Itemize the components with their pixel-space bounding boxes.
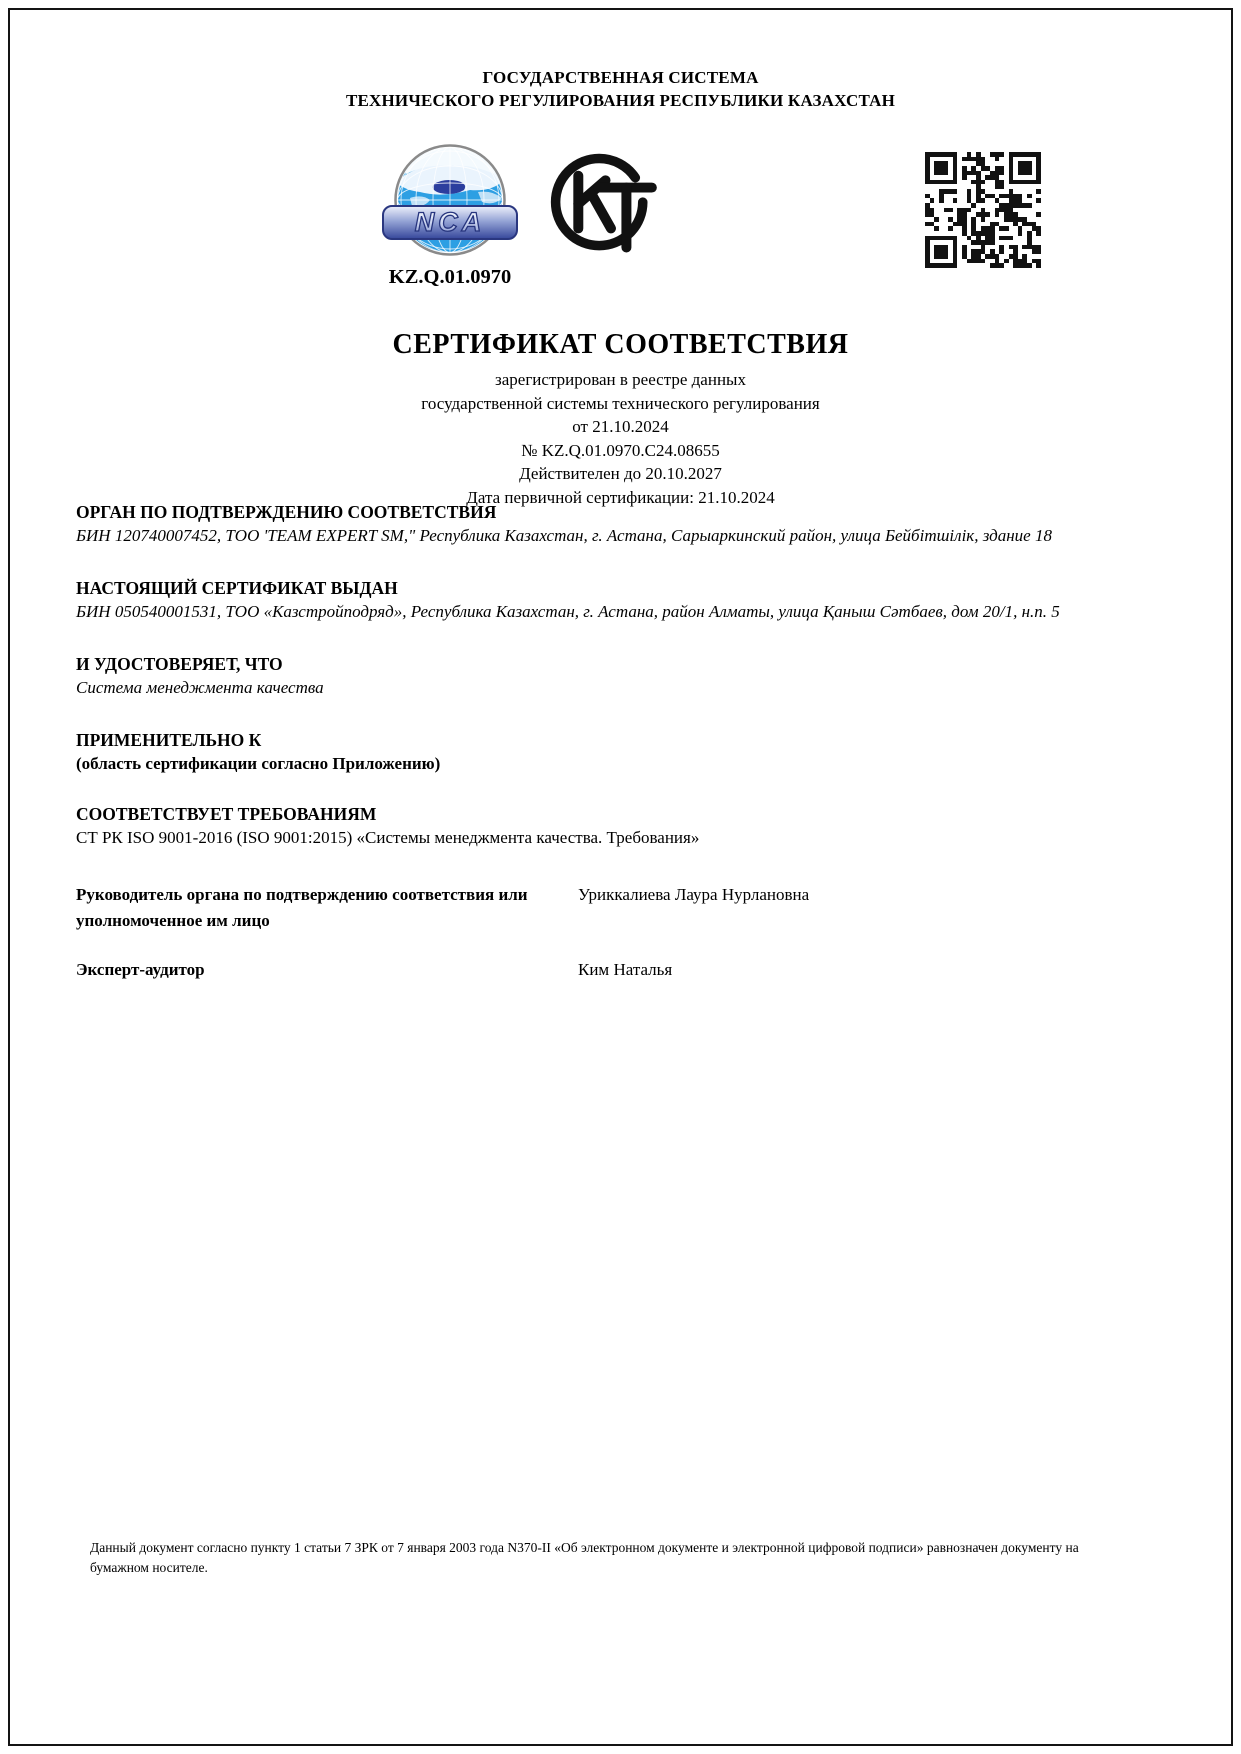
kt-conformity-mark-icon bbox=[542, 144, 660, 262]
section-org-body: БИН 120740007452, ТОО 'TEAM EXPERT SM," Республика Казахстан, г. Астана, Сарыаркинский район, улица Бейбітшілік, здание 18 bbox=[76, 526, 1052, 545]
section-issued-to-heading: НАСТОЯЩИЙ СЕРТИФИКАТ ВЫДАН bbox=[76, 578, 398, 598]
legal-footer-note: Данный документ согласно пункту 1 статьи 7 ЗРК от 7 января 2003 года N370-II «Об электронном документе и электронной цифровой подписи» равнозначен документу на бумажном носителе. bbox=[90, 1540, 1079, 1575]
nca-globe-logo-icon bbox=[382, 140, 518, 270]
signature-row-auditor bbox=[76, 957, 1167, 983]
registration-line-2: государственной системы технического регулирования bbox=[421, 393, 820, 413]
signature-head-label: Руководитель органа по подтверждению соответствия или уполномоченное им лицо bbox=[76, 885, 528, 930]
certificate-head-block bbox=[0, 329, 1241, 509]
signature-row-head bbox=[76, 882, 1167, 934]
header-line-2: ТЕХНИЧЕСКОГО РЕГУЛИРОВАНИЯ РЕСПУБЛИКИ КАЗАХСТАН bbox=[345, 91, 896, 110]
nca-banner bbox=[383, 206, 517, 239]
section-certifies-body: Система менеджмента качества bbox=[76, 678, 324, 697]
section-certifies-heading: И УДОСТОВЕРЯЕТ, ЧТО bbox=[76, 654, 283, 674]
header-line-1: ГОСУДАРСТВЕННАЯ СИСТЕМА bbox=[482, 68, 759, 87]
signature-head-name: Уриккалиева Лаура Нурлановна bbox=[578, 885, 810, 904]
section-applicable-body: (область сертификации согласно Приложению) bbox=[76, 754, 441, 773]
document-header bbox=[0, 66, 1241, 112]
certificate-title: СЕРТИФИКАТ СООТВЕТСТВИЯ bbox=[392, 329, 849, 360]
certification-body-code: KZ.Q.01.0970 bbox=[388, 266, 512, 288]
qr-code bbox=[925, 152, 1041, 268]
signature-auditor-label: Эксперт-аудитор bbox=[76, 960, 205, 979]
certificate-body bbox=[76, 500, 1167, 983]
valid-until: Действителен до 20.10.2027 bbox=[519, 464, 722, 483]
first-certification-date: Дата первичной сертификации: 21.10.2024 bbox=[466, 487, 775, 507]
registration-date: от 21.10.2024 bbox=[572, 417, 669, 436]
section-org-heading: ОРГАН ПО ПОДТВЕРЖДЕНИЮ СООТВЕТСТВИЯ bbox=[76, 502, 497, 522]
signature-auditor-name: Ким Наталья bbox=[578, 960, 673, 979]
section-applicable-heading: ПРИМЕНИТЕЛЬНО К bbox=[76, 730, 262, 750]
section-conforms-heading: СООТВЕТСТВУЕТ ТРЕБОВАНИЯМ bbox=[76, 804, 377, 824]
registration-line-1: зарегистрирован в реестре данных bbox=[495, 370, 746, 389]
nca-banner-text: NCA bbox=[414, 207, 486, 237]
section-issued-to-body: БИН 050540001531, ТОО «Казстройподряд», Республика Казахстан, г. Астана, район Алматы, улица Қаныш Сәтбаев, дом 20/1, н.п. 5 bbox=[76, 602, 1060, 621]
section-conforms-body: СТ РК ISO 9001-2016 (ISO 9001:2015) «Системы менеджмента качества. Требования» bbox=[76, 828, 700, 847]
certificate-number: № KZ.Q.01.0970.C24.08655 bbox=[521, 440, 720, 460]
